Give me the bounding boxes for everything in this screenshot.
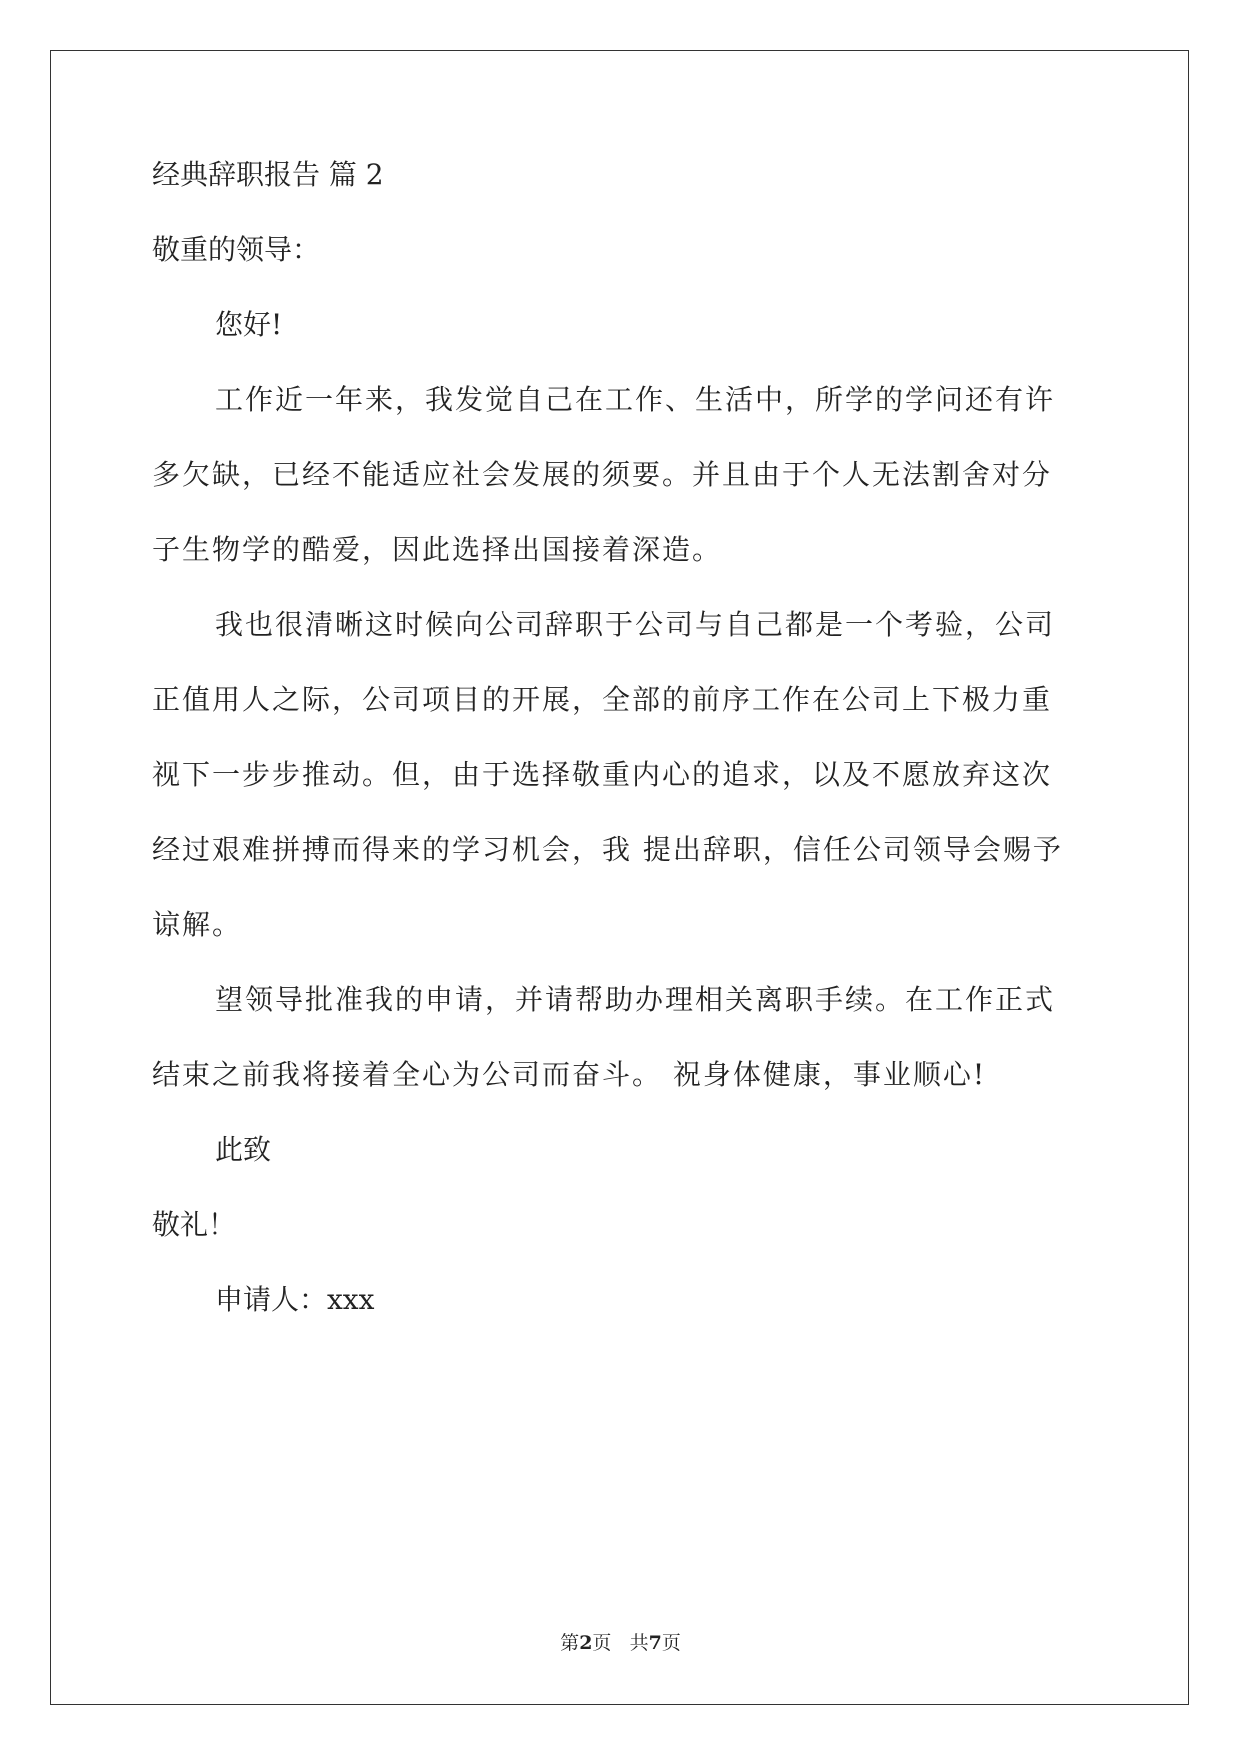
greeting: 您好! (215, 308, 283, 341)
total-page-number: 7 (648, 1632, 662, 1654)
paragraph-line: 结束之前我将接着全心为公司而奋斗。 祝身体健康，事业顺心! (152, 1058, 987, 1091)
salutation: 敬重的领导： (152, 233, 321, 266)
page-unit: 页 (592, 1632, 612, 1654)
page-footer (0, 1628, 1241, 1655)
paragraph-line: 经过艰难拼搏而得来的学习机会，我 提出辞职，信任公司领导会赐予 (152, 833, 1063, 866)
page-prefix: 第 (560, 1632, 580, 1654)
paragraph-line: 视下一步步推动。但，由于选择敬重内心的追求，以及不愿放弃这次 (152, 758, 1053, 791)
total-unit: 页 (661, 1632, 681, 1654)
total-prefix: 共 (629, 1632, 649, 1654)
paragraph-2 (152, 605, 1094, 945)
applicant-line: 申请人：xxx (215, 1283, 375, 1316)
paragraph-line: 子生物学的酷爱，因此选择出国接着深造。 (152, 533, 723, 566)
closing-line-1: 此致 (215, 1133, 272, 1166)
paragraph-line: 我也很清晰这时候向公司辞职于公司与自己都是一个考验，公司 (215, 608, 1056, 641)
document-title: 经典辞职报告 篇 2 (152, 158, 384, 191)
paragraph-line: 谅解。 (152, 908, 243, 941)
document-body (152, 155, 1094, 1320)
paragraph-1 (152, 380, 1094, 570)
closing-line-2: 敬礼！ (152, 1208, 237, 1241)
paragraph-line: 正值用人之际，公司项目的开展，全部的前序工作在公司上下极力重 (152, 683, 1053, 716)
paragraph-line: 多欠缺，已经不能适应社会发展的须要。并且由于个人无法割舍对分 (152, 458, 1053, 491)
paragraph-3 (152, 980, 1094, 1095)
current-page-number: 2 (579, 1632, 593, 1654)
paragraph-line: 工作近一年来，我发觉自己在工作、生活中，所学的学问还有许 (215, 383, 1056, 416)
paragraph-line: 望领导批准我的申请，并请帮助办理相关离职手续。在工作正式 (215, 983, 1056, 1016)
